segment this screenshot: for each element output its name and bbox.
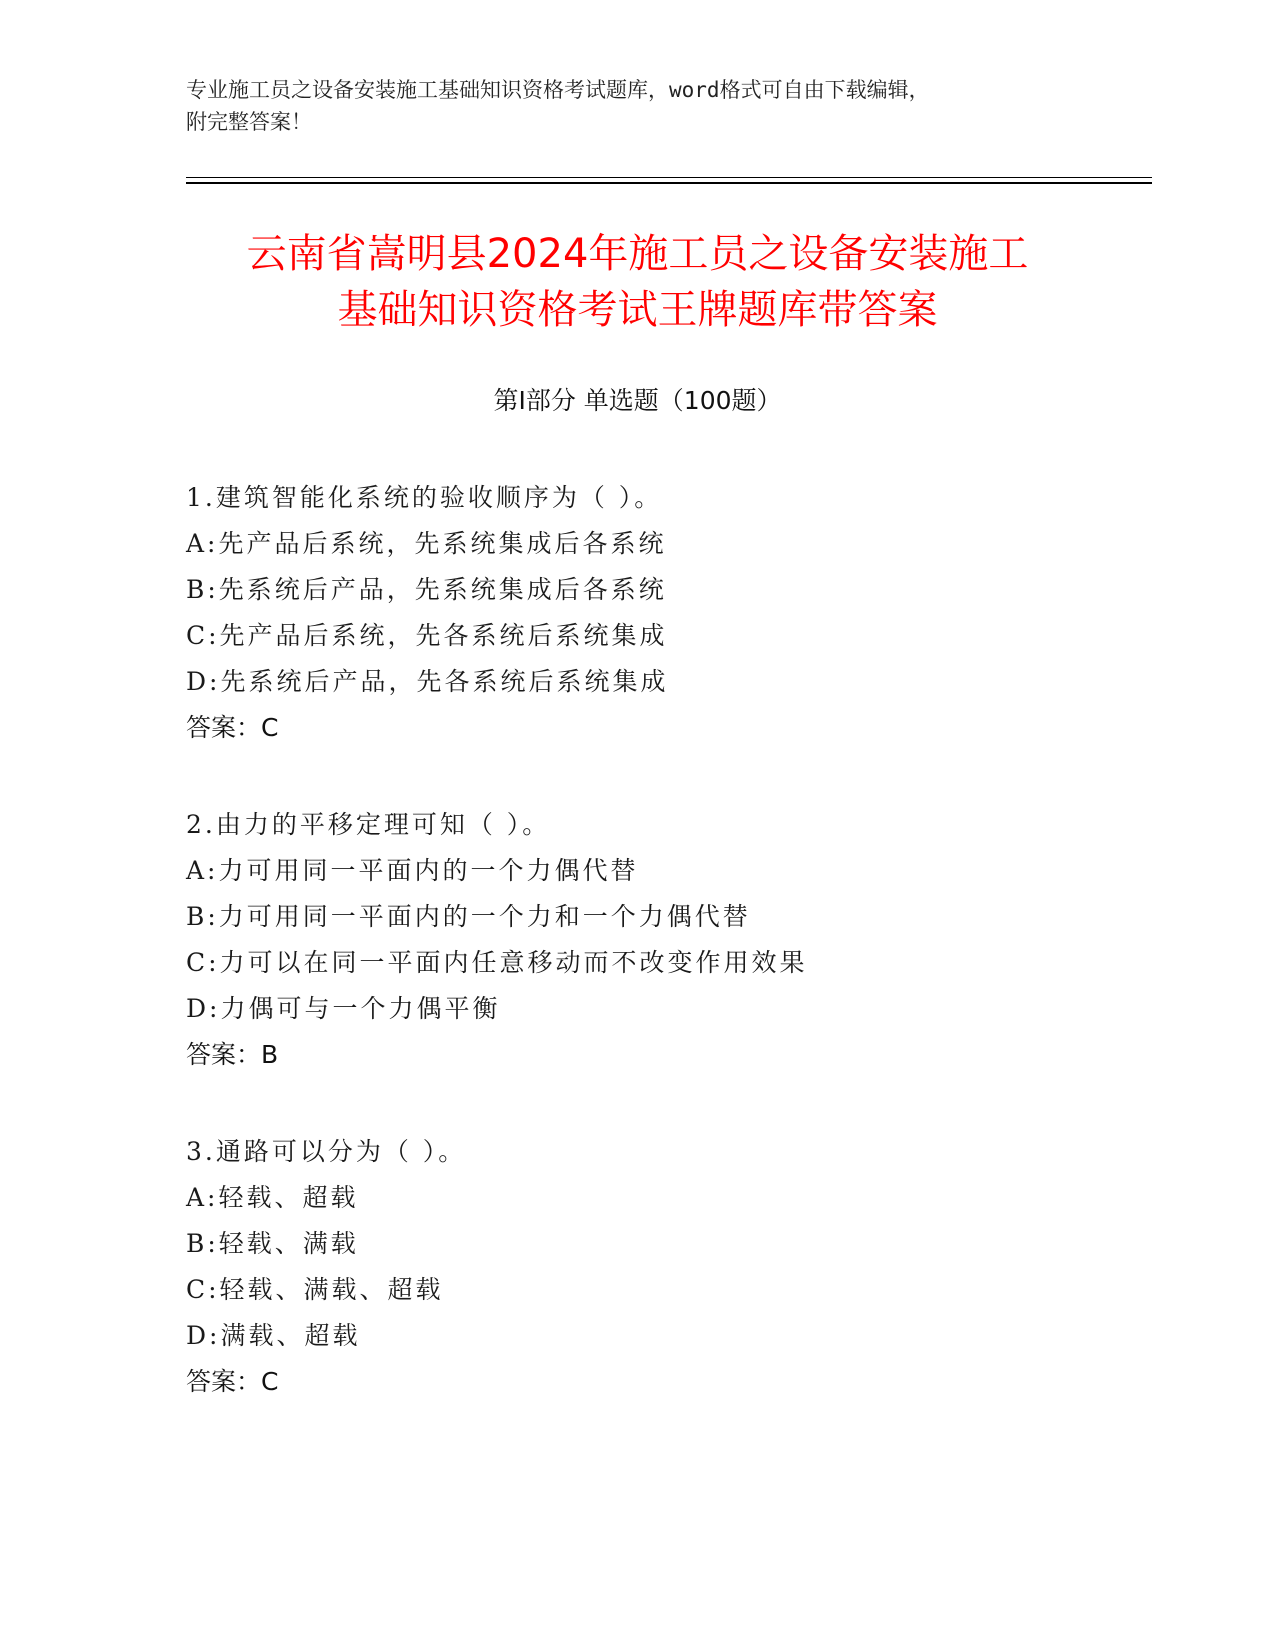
question-stem: 2.由力的平移定理可知（ ）。 [186, 810, 551, 839]
header-note-line-2: 附完整答案！ [186, 110, 312, 134]
option-a: A:先产品后系统，先系统集成后各系统 [186, 529, 667, 558]
question-1 [186, 475, 1146, 751]
question-3 [186, 1129, 1146, 1405]
option-c: C:力可以在同一平面内任意移动而不改变作用效果 [186, 948, 808, 977]
document-title [100, 226, 1175, 338]
option-a: A:力可用同一平面内的一个力偶代替 [186, 856, 639, 885]
question-2 [186, 802, 1146, 1078]
section-title: 第Ⅰ部分 单选题（100题） [493, 386, 782, 415]
option-b: B:轻载、满载 [186, 1229, 359, 1258]
option-d: D:力偶可与一个力偶平衡 [186, 994, 501, 1023]
option-b: B:力可用同一平面内的一个力和一个力偶代替 [186, 902, 751, 931]
option-c: C:轻载、满载、超载 [186, 1275, 444, 1304]
document-title-line-1: 云南省嵩明县2024年施工员之设备安装施工 [246, 231, 1029, 277]
option-d: D:先系统后产品，先各系统后系统集成 [186, 667, 669, 696]
document-title-line-2: 基础知识资格考试王牌题库带答案 [337, 287, 938, 333]
option-c: C:先产品后系统，先各系统后系统集成 [186, 621, 668, 650]
answer-label: 答案：C [186, 1367, 279, 1396]
option-b: B:先系统后产品，先系统集成后各系统 [186, 575, 667, 604]
answer-label: 答案：B [186, 1040, 279, 1069]
question-stem: 1.建筑智能化系统的验收顺序为（ ）。 [186, 483, 663, 512]
header-divider-thin [186, 177, 1152, 178]
question-list [186, 475, 1146, 1456]
header-divider-thick [186, 182, 1152, 184]
option-d: D:满载、超载 [186, 1321, 361, 1350]
option-a: A:轻载、超载 [186, 1183, 359, 1212]
answer-label: 答案：C [186, 713, 279, 742]
header-note [186, 74, 1086, 138]
header-note-line-1: 专业施工员之设备安装施工基础知识资格考试题库，word格式可自由下载编辑， [186, 78, 930, 102]
question-stem: 3.通路可以分为（ ）。 [186, 1137, 467, 1166]
